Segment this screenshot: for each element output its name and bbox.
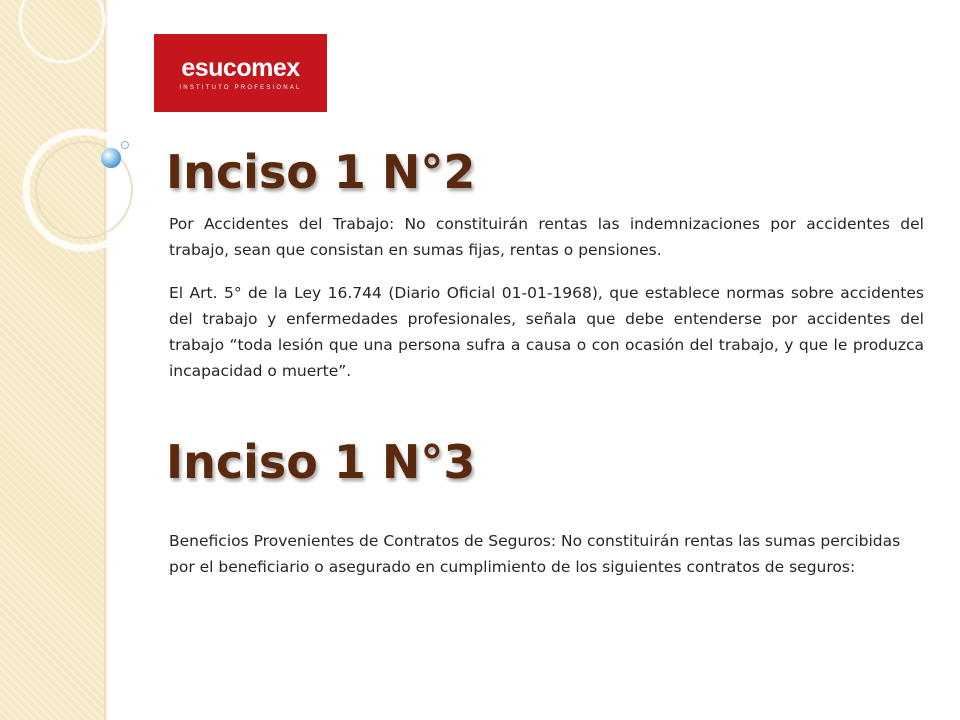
esucomex-logo: [154, 34, 327, 112]
deco-ring-top: [20, 0, 104, 62]
paragraph-ley-16744: El Art. 5° de la Ley 16.744 (Diario Oficial 01-01-1968), que establece normas sobre accidentes del trabajo y enfermedades profesionales, señala que debe entenderse por accidentes del trabajo “toda lesión que una persona sufra a causa o con ocasión del trabajo, y que le produzca incapacidad o muerte”.: [169, 284, 924, 380]
small-dot-icon: [122, 142, 129, 149]
logo-name: esucomex: [181, 54, 300, 82]
heading-inciso-1-n3: Inciso 1 N°3: [166, 435, 476, 489]
paragraph-accidentes-trabajo: Por Accidentes del Trabajo: No constituirán rentas las indemnizaciones por accidentes del trabajo, sean que consistan en sumas fijas, rentas o pensiones.: [169, 215, 924, 259]
heading-inciso-1-n2: Inciso 1 N°2: [166, 145, 476, 199]
blue-dot-icon: [101, 148, 121, 168]
paragraph-contratos-seguros: Beneficios Provenientes de Contratos de Seguros: No constituirán rentas las sumas percibidas por el beneficiario o asegurado en cumplimiento de los siguientes contratos de seguros:: [169, 532, 901, 576]
deco-ring-large: [26, 132, 142, 248]
decorative-circles: [0, 0, 160, 260]
logo-subtitle: INSTITUTO PROFESIONAL: [179, 85, 302, 91]
